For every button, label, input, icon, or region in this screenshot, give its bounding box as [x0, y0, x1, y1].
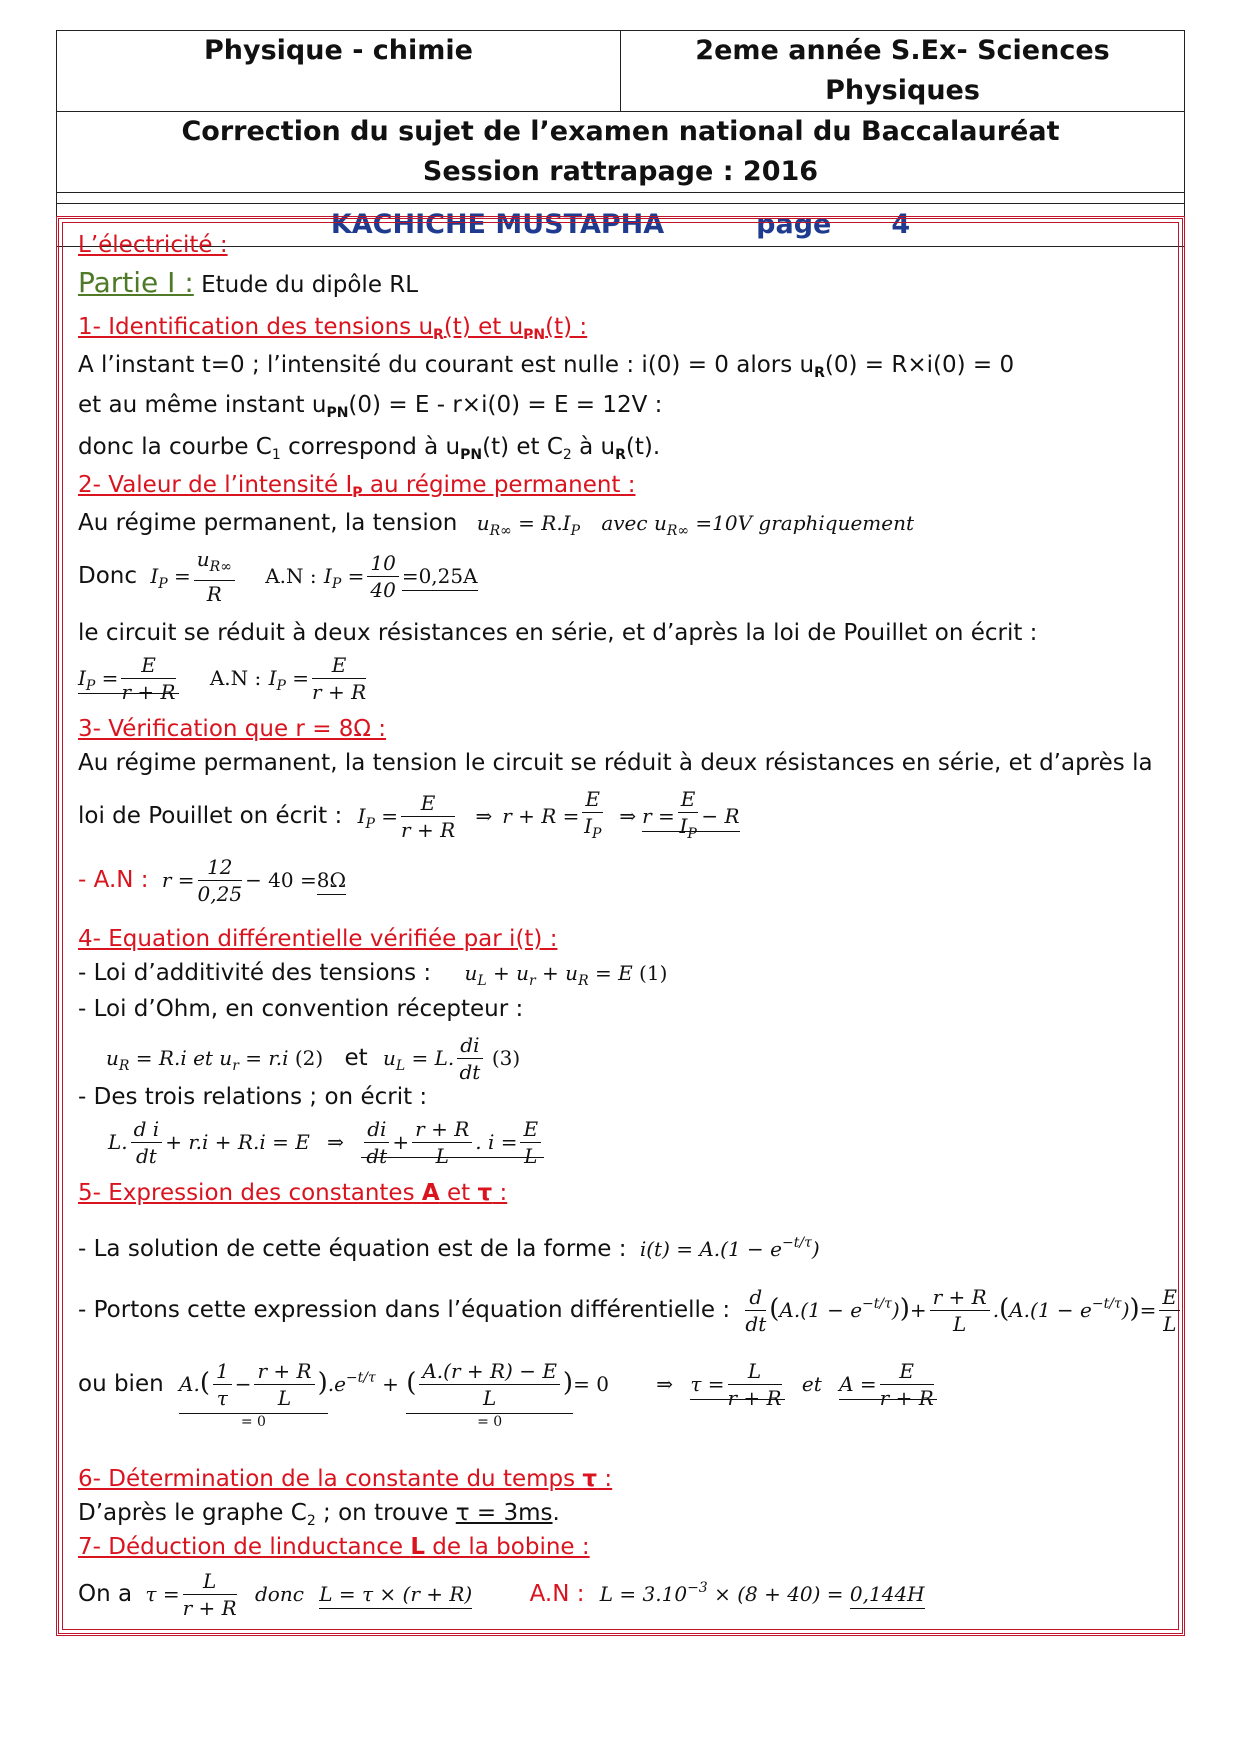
q5-title-b: A — [421, 1180, 440, 1206]
q7-title-c: de la bobine : — [425, 1534, 590, 1560]
q5-l1: - La solution de cette équation est de la forme : — [78, 1236, 627, 1262]
q7-title — [78, 1530, 590, 1564]
q1-l3b: correspond à u — [280, 434, 461, 460]
q3-res: 8Ω — [317, 868, 346, 895]
q3-line2: loi de Pouillet on écrit : $I_P$ = $\frac{E}{r + R}$ ⇒ r + R = $\frac{E}{I_P}$ ⇒ r = $\frac{E}{I_P}$ − R — [78, 787, 740, 842]
q1-l2b: (0) = E - r×i(0) = E = 12V : — [348, 392, 663, 418]
q3-an: - A.N : — [78, 867, 149, 893]
subject: Physique - chimie — [57, 31, 621, 111]
header-box — [56, 30, 1185, 247]
q4-line1: - Loi d’additivité des tensions : $u_L + u_r + u_R = E$ (1) — [78, 960, 668, 989]
q7-title-b: L — [410, 1534, 425, 1560]
q6-title — [78, 1462, 612, 1496]
q6-title-a: 6- Détermination de la constante du temps — [78, 1466, 583, 1492]
q2-donc: Donc — [78, 563, 138, 589]
q5-title-e: : — [492, 1180, 508, 1206]
part-heading — [78, 266, 418, 302]
q4-equation: L. $\frac{\text{d i}}{dt}$ + r.i + R.i = E ⇒ $\frac{di}{dt}$ + $\frac{r + R}{L}$ . i = $\frac{E}{L}$ — [78, 1116, 544, 1169]
q4-title: 4- Equation différentielle vérifiée par i(t) : — [78, 926, 558, 952]
q2-line3: le circuit se réduit à deux résistances en série, et d’après la loi de Pouillet on écrit : — [78, 620, 1038, 646]
q2-formula: $I_P$ = $\frac{E}{r + R}$ A.N : $I_P$ = $\frac{E}{r + R}$ — [78, 653, 367, 704]
q1-l3c: (t) et C — [482, 434, 563, 460]
q3-line1: Au régime permanent, la tension le circuit se réduit à deux résistances en série, et d’après la — [78, 750, 1153, 776]
q1-l2: et au même instant u — [78, 392, 327, 418]
q4-line2: - Loi d’Ohm, en convention récepteur : — [78, 996, 524, 1022]
doc-title: Correction du sujet de l’examen national du Baccalauréat — [181, 116, 1060, 147]
q6-title-b: τ — [582, 1466, 598, 1492]
q1-line2: et au même instant $u_{PN}(0) = E - r\times i(0) = E = 12V$ : — [78, 392, 663, 421]
page-number: 4 — [891, 209, 911, 240]
q2-line2: Donc $I_P$ = $\frac{u_{R\infty}}{R}$ A.N : $I_P$ = $\frac{10}{40}$ =0,25A — [78, 547, 478, 606]
q4-line4: - Des trois relations ; on écrit : — [78, 1084, 428, 1110]
q2-l1: Au régime permanent, la tension — [78, 510, 458, 536]
q4-l1: - Loi d’additivité des tensions : — [78, 960, 432, 986]
q1-l3: donc la courbe C — [78, 434, 272, 460]
q1-l1b: (0) = R×i(0) = 0 — [824, 352, 1015, 378]
q6-title-c: : — [597, 1466, 613, 1492]
q6-l1: D’après le graphe C — [78, 1500, 307, 1526]
q3-line3: - A.N : r = $\frac{12}{0,25}$ − 40 =8Ω — [78, 855, 347, 906]
q5-line1: - La solution de cette équation est de la forme : $i(t) = A.(1 - e^{-t/\tau})$ — [78, 1235, 820, 1262]
q1-l1: A l’instant t=0 ; l’intensité du courant est nulle : i(0) = 0 alors u — [78, 352, 815, 378]
q5-line2: - Portons cette expression dans l’équation différentielle : $\frac{d}{dt}$ $(A.(1 - e^{-t/\tau}))+$ $\frac{r + R}{L}$ $.(A.(1 - e^{-t/\tau}))=$ $\frac{E}{L}$ — [78, 1284, 1183, 1337]
q6-res: τ = 3ms — [455, 1500, 553, 1526]
q1-title-a: 1- Identification des tensions u — [78, 314, 434, 340]
q4-line3: $u_R = R.i$ et $u_r = r.i$ (2) et $u_L = L$. $\frac{di}{dt}$ (3) — [106, 1033, 521, 1084]
q2-m1: avec — [601, 511, 648, 535]
section-heading: L’électricité : — [78, 232, 228, 258]
q7-line1: On a τ = $\frac{L}{r + R}$ donc L = τ × (r + R) A.N : $L = 3.10^{-3} \times (8 + 40) = 0,144H$ — [78, 1569, 925, 1620]
q5-l3: ou bien — [78, 1371, 164, 1397]
q3-title: 3- Vérification que r = 8Ω : — [78, 716, 387, 742]
q1-title-c: (t) : — [545, 314, 588, 340]
q2-an: A.N : — [265, 564, 317, 588]
q2-title: 2- Valeur de l’intensité $I_P$ au régime permanent : — [78, 472, 636, 501]
q1-line1: A l’instant t=0 ; l’intensité du courant est nulle : i(0) = 0 alors $u_R(0) = R\times i(0) = 0$ — [78, 352, 1015, 381]
session: Session rattrapage : 2016 — [422, 156, 819, 187]
q4-et: et — [344, 1045, 368, 1071]
q2-title-b: au régime permanent : — [362, 472, 636, 498]
q2-title-a: 2- Valeur de l’intensité I — [78, 472, 353, 498]
q2-m2: =10V graphiquement — [695, 511, 915, 535]
q5-title-d: τ — [477, 1180, 493, 1206]
q1-title: 1- Identification des tensions $u_R(t)$ et $u_{PN}(t)$ : — [78, 314, 588, 343]
q2-res: =0,25A — [402, 564, 478, 591]
q2-line1: Au régime permanent, la tension $u_{R\infty} = R.I_P$ avec $u_{R\infty} =10V$ graphiquement — [78, 510, 915, 539]
q7-title-a: 7- Déduction de linductance — [78, 1534, 411, 1560]
author: KACHICHE MUSTAPHA — [330, 209, 665, 240]
q6-l1b: ; on trouve — [315, 1500, 456, 1526]
q7-l1: On a — [78, 1581, 133, 1607]
q5-line3: ou bien A.( $\frac{1}{\tau}$ − $\frac{r + R}{L}$ ) = 0 $.e^{-t/\tau}$ + ( $\frac{A.(r + R) - E}{L}$ ) = 0 = 0 ⇒ τ = $\frac{L}{r + R}$ et A = $\frac{E}{r + R}$ — [78, 1358, 937, 1430]
q1-l3d: à u — [571, 434, 616, 460]
q5-title-a: 5- Expression des constantes — [78, 1180, 422, 1206]
q3-l2: loi de Pouillet on écrit : — [78, 803, 343, 829]
q1-title-b: (t) et u — [443, 314, 524, 340]
q1-l3e: (t). — [625, 434, 661, 460]
page-label: page — [756, 209, 832, 240]
q6-line1: D’après le graphe $C_2$ ; on trouve τ = 3ms. — [78, 1500, 560, 1529]
q5-title-c: et — [439, 1180, 478, 1206]
part-title: Etude du dipôle RL — [201, 272, 419, 298]
level: 2eme année S.Ex- Sciences Physiques — [695, 35, 1110, 106]
q7-an: A.N : — [529, 1581, 585, 1607]
q5-l2: - Portons cette expression dans l’équation différentielle : — [78, 1297, 731, 1323]
header-divider — [57, 193, 1184, 204]
part-label: Partie I : — [78, 266, 194, 299]
q1-line3: donc la courbe $C_1$ correspond à $u_{PN}(t)$ et $C_2$ à $u_R(t)$. — [78, 434, 661, 463]
q5-title — [78, 1176, 507, 1210]
